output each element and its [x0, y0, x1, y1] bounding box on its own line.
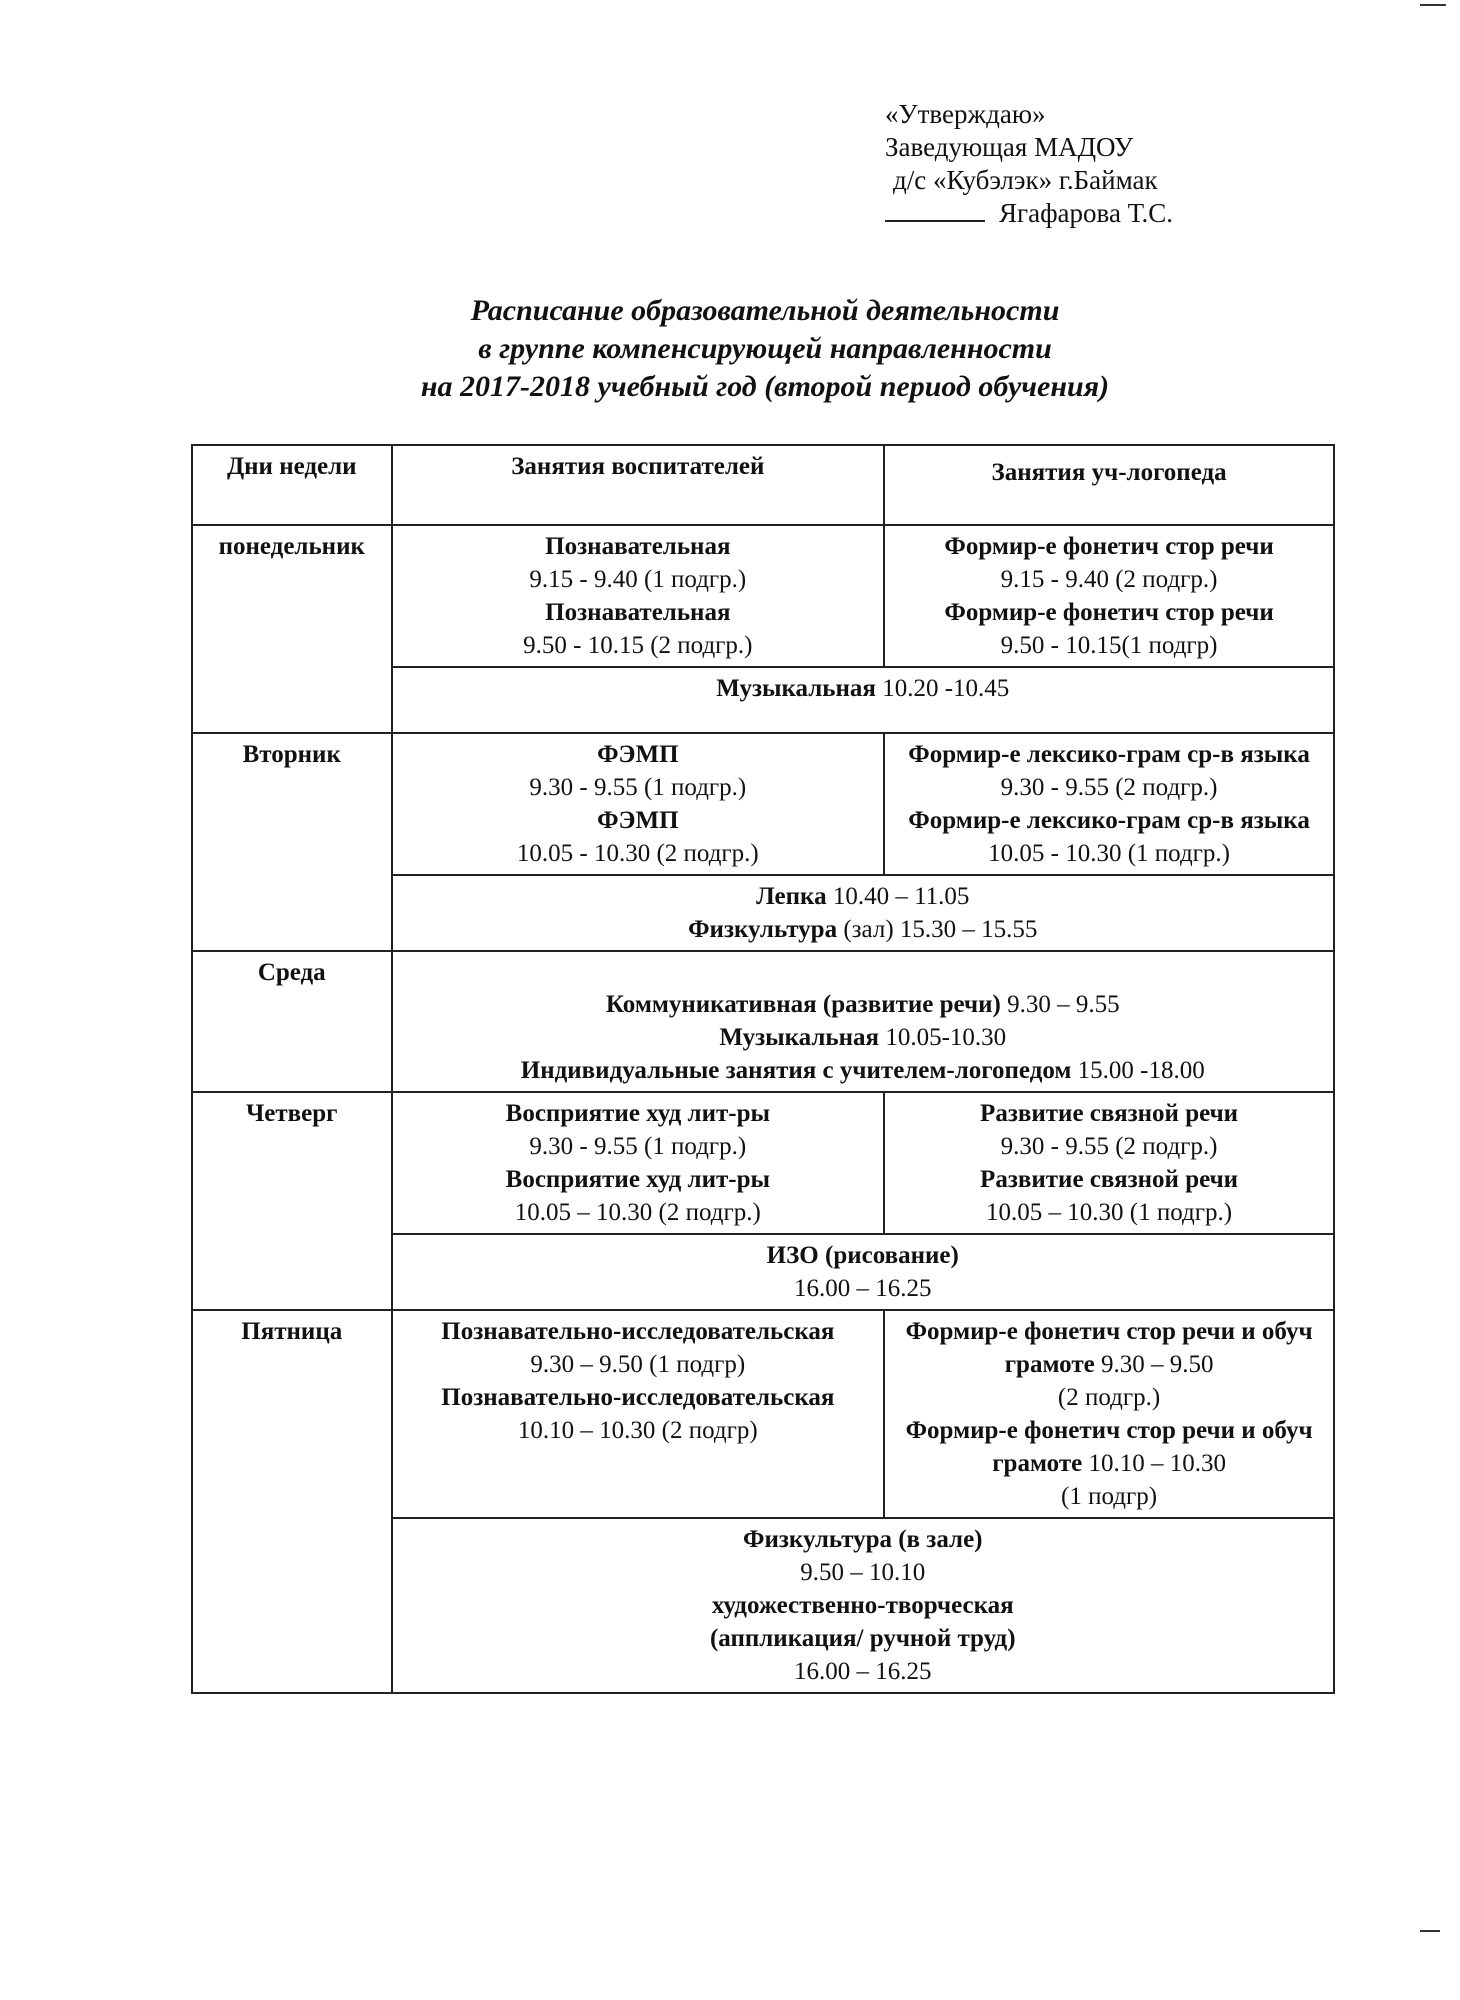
title-line-1: Расписание образовательной деятельности — [470, 294, 1060, 327]
cell-text-bold: Физкультура — [688, 916, 838, 943]
cell-line: Физкультура (в зале) — [742, 1526, 983, 1553]
cell-line: Восприятие худ лит-ры — [505, 1166, 771, 1193]
cell-line: 10.05 - 10.30 (2 подгр.) — [516, 840, 759, 867]
scan-mark-top-right — [1420, 4, 1446, 6]
monday-logoped-cell — [884, 525, 1334, 667]
cell-line: 16.00 – 16.25 — [794, 1658, 932, 1685]
cell-text: 10.10 – 10.30 — [1082, 1450, 1226, 1477]
cell-line: Формир-е фонетич стор речи — [944, 533, 1274, 560]
cell-line: 10.05 - 10.30 (1 подгр.) — [988, 840, 1230, 867]
cell-line: Познавательно-исследовательская — [441, 1384, 835, 1411]
title-line-2: в группе компенсирующей направленности — [478, 332, 1052, 365]
cell-line: Познавательная — [545, 533, 731, 560]
cell-line: 10.05 – 10.30 (2 подгр.) — [514, 1199, 761, 1226]
tuesday-common-cell — [392, 875, 1335, 951]
cell-line: 9.30 - 9.55 (1 подгр.) — [529, 1133, 747, 1160]
approval-line-4 — [885, 197, 1173, 230]
cell-line: ИЗО (рисование) — [766, 1242, 959, 1269]
monday-educators-cell — [392, 525, 885, 667]
table-row — [192, 733, 1334, 875]
approval-line-3: д/с «Кубэлэк» г.Баймак — [893, 165, 1158, 195]
day-friday: Пятница — [192, 1310, 392, 1693]
header-educators: Занятия воспитателей — [392, 445, 885, 525]
day-tuesday: Вторник — [192, 733, 392, 951]
cell-line: 10.05 – 10.30 (1 подгр.) — [986, 1199, 1233, 1226]
cell-line: ФЭМП — [597, 807, 679, 834]
cell-text-bold: Формир-е фонетич стор речи и обуч грамоте — [905, 1318, 1313, 1378]
cell-text-bold: Формир-е фонетич стор речи и обуч грамоте — [905, 1417, 1313, 1477]
table-row — [192, 1310, 1334, 1518]
cell-line: (аппликация/ ручной труд) — [709, 1625, 1016, 1652]
cell-text-bold: Индивидуальные занятия с учителем-логопедом — [520, 1057, 1072, 1084]
table-row — [192, 525, 1334, 667]
tuesday-logoped-cell — [884, 733, 1334, 875]
schedule-table — [191, 444, 1335, 1694]
cell-text: 10.20 -10.45 — [875, 675, 1010, 702]
cell-text-bold: Музыкальная — [719, 1024, 880, 1051]
friday-logoped-cell — [884, 1310, 1334, 1518]
document-title — [0, 292, 1460, 406]
table-row — [192, 951, 1334, 1092]
cell-line: 9.15 - 9.40 (2 подгр.) — [1000, 566, 1218, 593]
signature-line — [885, 198, 985, 222]
cell-line: (2 подгр.) — [1057, 1384, 1161, 1411]
cell-text: 10.40 – 11.05 — [826, 883, 970, 910]
cell-line: 9.30 - 9.55 (2 подгр.) — [1000, 1133, 1218, 1160]
tuesday-educators-cell — [392, 733, 885, 875]
cell-text: 9.30 – 9.50 — [1094, 1351, 1214, 1378]
approval-line-2: Заведующая МАДОУ — [885, 132, 1134, 162]
cell-line: ФЭМП — [597, 741, 679, 768]
cell-text: 15.00 -18.00 — [1071, 1057, 1205, 1084]
day-wednesday: Среда — [192, 951, 392, 1092]
cell-line: Формир-е лексико-грам ср-в языка — [908, 807, 1310, 834]
cell-line: Развитие связной речи — [980, 1100, 1239, 1127]
header-days: Дни недели — [192, 445, 392, 525]
approval-line-1: «Утверждаю» — [885, 99, 1046, 129]
cell-line: 9.50 - 10.15 (2 подгр.) — [523, 632, 753, 659]
wednesday-common-cell — [392, 951, 1335, 1092]
cell-text-bold: Лепка — [756, 883, 827, 910]
monday-common-cell — [392, 667, 1335, 733]
cell-line: Формир-е фонетич стор речи — [944, 599, 1274, 626]
cell-line: Развитие связной речи — [980, 1166, 1239, 1193]
thursday-common-cell — [392, 1234, 1335, 1310]
cell-line: Восприятие худ лит-ры — [505, 1100, 771, 1127]
cell-line: 9.15 - 9.40 (1 подгр.) — [529, 566, 747, 593]
thursday-logoped-cell — [884, 1092, 1334, 1234]
cell-line: 10.10 – 10.30 (2 подгр) — [517, 1417, 758, 1444]
cell-text: (зал) 15.30 – 15.55 — [837, 916, 1038, 943]
table-row — [192, 1092, 1334, 1234]
cell-line: Познавательная — [545, 599, 731, 626]
day-monday: понедельник — [192, 525, 392, 733]
thursday-educators-cell — [392, 1092, 885, 1234]
cell-line: 9.50 – 10.10 — [800, 1559, 926, 1586]
header-speech-therapist: Занятия уч-логопеда — [884, 445, 1334, 525]
cell-text-bold: Музыкальная — [716, 675, 876, 702]
table-header-row — [192, 445, 1334, 525]
title-line-3: на 2017-2018 учебный год (второй период обучения) — [420, 370, 1110, 403]
day-thursday: Четверг — [192, 1092, 392, 1310]
cell-text-bold: Коммуникативная (развитие речи) — [605, 991, 1001, 1018]
cell-line: Познавательно-исследовательская — [441, 1318, 835, 1345]
cell-line: Формир-е лексико-грам ср-в языка — [908, 741, 1310, 768]
friday-educators-cell — [392, 1310, 885, 1518]
cell-line: 9.30 – 9.50 (1 подгр) — [530, 1351, 746, 1378]
cell-line: 16.00 – 16.25 — [794, 1275, 932, 1302]
cell-line: 9.50 - 10.15(1 подгр) — [1000, 632, 1218, 659]
approver-name: Ягафарова Т.С. — [999, 198, 1173, 228]
scan-mark-bottom-right — [1420, 1930, 1440, 1932]
cell-line: (1 подгр) — [1061, 1483, 1158, 1510]
cell-line: художественно-творческая — [711, 1592, 1014, 1619]
friday-common-cell — [392, 1518, 1335, 1693]
cell-text: 10.05-10.30 — [879, 1024, 1007, 1051]
cell-line: 9.30 - 9.55 (2 подгр.) — [1000, 774, 1218, 801]
approval-block — [885, 98, 1173, 230]
cell-line: 9.30 - 9.55 (1 подгр.) — [529, 774, 747, 801]
cell-text: 9.30 – 9.55 — [1000, 991, 1120, 1018]
